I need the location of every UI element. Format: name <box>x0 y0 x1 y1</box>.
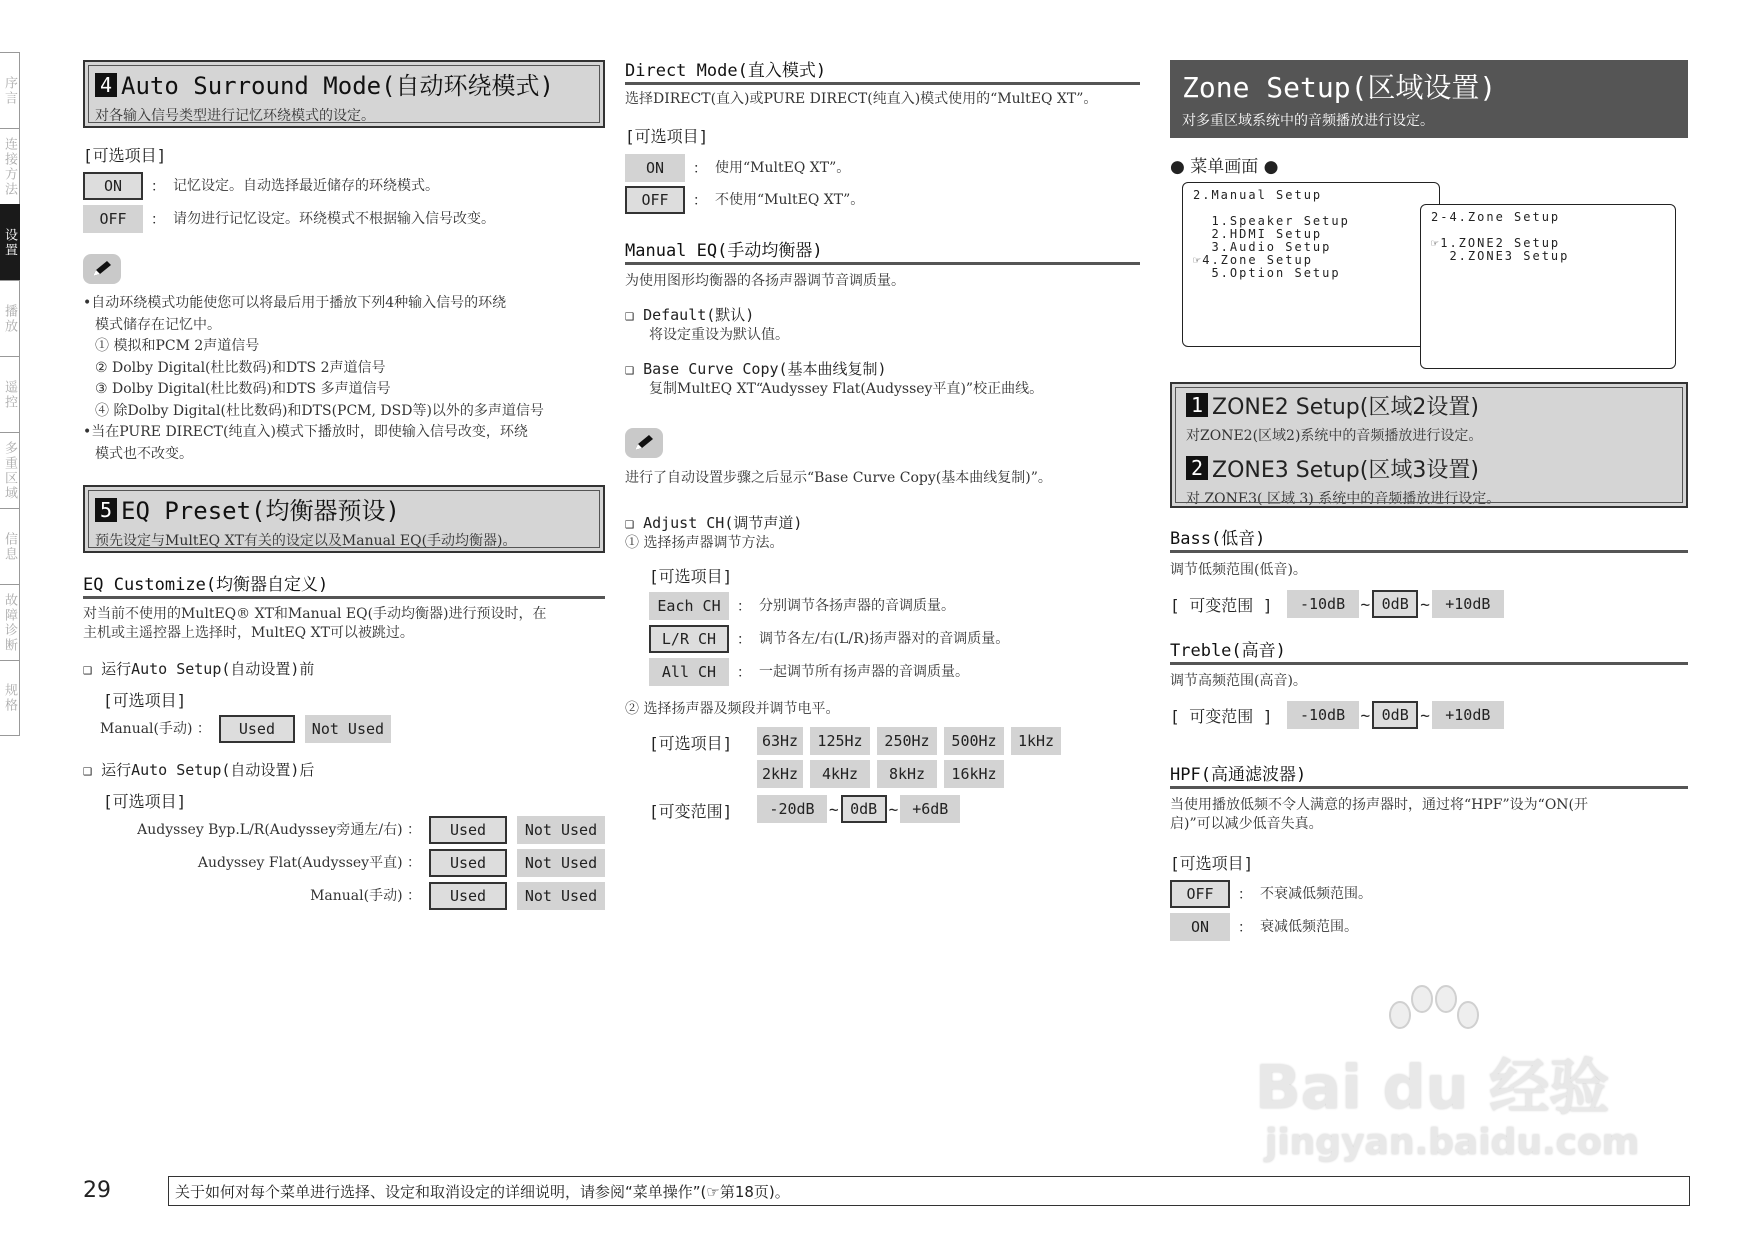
baidu-watermark: Bai du 经验 <box>1255 1053 1610 1123</box>
range-label: [可变范围] <box>649 802 733 821</box>
range-min: -10dB <box>1287 590 1359 618</box>
direct-mode-desc: 选择DIRECT(直入)或PURE DIRECT(纯直入)模式使用的“MultEQ XT”。 <box>625 91 1098 107</box>
each-ch-option[interactable]: Each CH <box>649 592 729 620</box>
option-row: OFF ： 请勿进行记忆设定。环绕模式不根据输入信号改变。 <box>83 205 495 233</box>
note-line: ② Dolby Digital(杜比数码)和DTS 2声道信号 <box>95 359 386 376</box>
section-subtitle: 对各输入信号类型进行记忆环绕模式的设定。 <box>95 108 375 124</box>
freq-row-2 <box>757 760 1004 788</box>
on-option[interactable]: ON <box>1170 913 1230 941</box>
byp-row <box>137 816 605 844</box>
page-number: 29 <box>83 1178 111 1203</box>
range-max: +6dB <box>900 795 960 823</box>
tab-remote[interactable]: 遥控 <box>0 356 20 432</box>
options-label: [可选项目] <box>1170 854 1254 873</box>
range-min: -20dB <box>757 795 827 823</box>
not-used-option[interactable]: Not Used <box>305 715 391 743</box>
freq-row-1 <box>757 727 1061 755</box>
freq-8khz[interactable]: 8kHz <box>877 760 937 788</box>
manual-after-row <box>310 882 605 910</box>
hpf-heading: HPF(高通滤波器) <box>1170 760 1688 789</box>
options-label: [可选项目] <box>649 567 733 586</box>
freq-2khz[interactable]: 2kHz <box>757 760 803 788</box>
base-curve-title: Base Curve Copy(基本曲线复制) <box>643 360 887 378</box>
adjust-ch-title: Adjust CH(调节声道) <box>643 514 803 532</box>
used-option[interactable]: Used <box>429 882 507 910</box>
zone2-subtitle: 对ZONE2(区域2)系统中的音频播放进行设定。 <box>1186 428 1483 444</box>
section-number: 5 <box>95 498 117 522</box>
tab-connections[interactable]: 连接方法 <box>0 128 20 204</box>
side-tabs <box>0 52 48 736</box>
tab-specs[interactable]: 规格 <box>0 660 20 736</box>
direct-mode-heading: Direct Mode(直入模式) <box>625 56 1140 85</box>
freq-250hz[interactable]: 250Hz <box>877 727 937 755</box>
options-label: [可选项目] <box>103 792 187 811</box>
tab-preface[interactable]: 序言 <box>0 52 20 128</box>
range-min: -10dB <box>1287 701 1359 729</box>
note-line: 模式也不改变。 <box>95 445 193 462</box>
options-label: [可选项目] <box>83 146 167 165</box>
paw-icon <box>1380 985 1490 1069</box>
range-default[interactable]: 0dB <box>841 795 887 823</box>
lr-ch-option[interactable]: L/R CH <box>649 625 729 653</box>
tilde: ~ <box>1360 705 1371 725</box>
desc-line: 启)”可以减少低音失真。 <box>1170 816 1323 832</box>
base-curve-note: 进行了自动设置步骤之后显示“Base Curve Copy(基本曲线复制)”。 <box>625 470 1052 486</box>
option-desc: 使用“MultEQ XT”。 <box>715 159 851 176</box>
manual-label: Manual(手动) ： <box>310 887 421 904</box>
section-title: Auto Surround Mode(自动环绕模式) <box>121 72 554 100</box>
note-line: •自动环绕模式功能使您可以将最后用于播放下列4种输入信号的环绕 <box>83 295 507 311</box>
used-option[interactable]: Used <box>429 816 507 844</box>
note-pencil-icon <box>83 254 121 284</box>
auto-surround-notes <box>83 293 613 465</box>
tab-setup[interactable]: 设置 <box>0 204 20 280</box>
desc-line: 主机或主遥控器上选择时，MultEQ XT可以被跳过。 <box>83 625 414 641</box>
after-auto-setup: ❑ 运行Auto Setup(自动设置)后 <box>83 761 315 779</box>
tilde: ~ <box>1420 705 1430 725</box>
used-option[interactable]: Used <box>429 849 507 877</box>
note-line: ④ 除Dolby Digital(杜比数码)和DTS(PCM, DSD等)以外的多声道信号 <box>95 402 544 419</box>
freq-16khz[interactable]: 16kHz <box>944 760 1004 788</box>
option-row: OFF ： 不衰减低频范围。 <box>1170 880 1372 908</box>
desc-line: 对当前不使用的MultEQ® XT和Manual EQ(手动均衡器)进行预设时，在 <box>83 606 547 622</box>
options-label: [可选项目] <box>649 734 733 753</box>
range-label: [ 可变范围 ] <box>1170 706 1273 726</box>
tilde: ~ <box>1420 594 1430 614</box>
before-label: 运行Auto Setup(自动设置)前 <box>101 660 315 678</box>
option-desc: 记忆设定。自动选择最近储存的环绕模式。 <box>173 177 439 194</box>
off-option[interactable]: OFF <box>625 186 685 214</box>
option-row: ON ： 记忆设定。自动选择最近储存的环绕模式。 <box>83 172 439 200</box>
tilde: ~ <box>888 799 899 819</box>
treble-desc: 调节高频范围(高音)。 <box>1170 673 1307 689</box>
watermark-url: jingyan.baidu.com <box>1265 1122 1640 1163</box>
menu-screen-label: ● 菜单画面 ● <box>1170 157 1279 177</box>
desc-line: 当使用播放低频不令人满意的扬声器时，通过将“HPF”设为“ON(开 <box>1170 797 1589 813</box>
range-default[interactable]: 0dB <box>1372 701 1418 729</box>
bass-range <box>1170 590 1504 618</box>
off-option[interactable]: OFF <box>1170 880 1230 908</box>
option-desc: 衰减低频范围。 <box>1260 918 1358 935</box>
zone3-subtitle: 对 ZONE3( 区域 3) 系统中的音频播放进行设定。 <box>1186 491 1501 507</box>
after-label: 运行Auto Setup(自动设置)后 <box>101 761 315 779</box>
option-desc: 一起调节所有扬声器的音调质量。 <box>759 663 969 680</box>
zone-subsections <box>1170 382 1688 508</box>
option-row: ON ： 衰减低频范围。 <box>1170 913 1358 941</box>
tab-multizone[interactable]: 多重区域 <box>0 432 20 508</box>
off-option[interactable]: OFF <box>83 205 143 233</box>
bass-desc: 调节低频范围(低音)。 <box>1170 562 1307 578</box>
range-max: +10dB <box>1432 590 1504 618</box>
base-curve-desc: 复制MultEQ XT“Audyssey Flat(Audyssey平直)”校正曲线。 <box>649 381 1044 397</box>
not-used-option[interactable]: Not Used <box>517 849 605 877</box>
tilde: ~ <box>829 799 839 819</box>
flat-label: Audyssey Flat(Audyssey平直) ： <box>197 854 421 871</box>
step-1: ① 选择扬声器调节方法。 <box>625 535 784 551</box>
manual-eq-desc: 为使用图形均衡器的各扬声器调节音调质量。 <box>625 273 905 289</box>
ch-option-row: All CH ： 一起调节所有扬声器的音调质量。 <box>649 658 969 686</box>
option-desc: 不使用“MultEQ XT”。 <box>715 191 865 208</box>
tab-info[interactable]: 信息 <box>0 508 20 584</box>
zone3-title: ZONE3 Setup(区域3设置) <box>1212 458 1479 483</box>
eq-customize-desc <box>83 605 613 643</box>
section-eq-preset <box>83 485 605 553</box>
default-desc: 将设定重设为默认值。 <box>649 327 789 343</box>
step-2: ② 选择扬声器及频段并调节电平。 <box>625 701 840 717</box>
base-curve-item: ❑ Base Curve Copy(基本曲线复制) <box>625 360 887 378</box>
option-desc: 分别调节各扬声器的音调质量。 <box>759 597 955 614</box>
note-line: ③ Dolby Digital(杜比数码)和DTS 多声道信号 <box>95 381 391 397</box>
range-default[interactable]: 0dB <box>1372 590 1418 618</box>
freq-1khz[interactable]: 1kHz <box>1011 727 1061 755</box>
tilde: ~ <box>1360 594 1371 614</box>
freq-125hz[interactable]: 125Hz <box>810 727 870 755</box>
zone2-title: ZONE2 Setup(区域2设置) <box>1212 395 1479 420</box>
hpf-desc <box>1170 796 1690 834</box>
freq-500hz[interactable]: 500Hz <box>944 727 1004 755</box>
ch-option-row: L/R CH ： 调节各左/右(L/R)扬声器对的音调质量。 <box>649 625 1009 653</box>
section-title: EQ Preset(均衡器预设) <box>121 497 400 525</box>
option-row: ON ： 使用“MultEQ XT”。 <box>625 154 850 182</box>
used-option[interactable]: Used <box>219 715 295 743</box>
zone-subtitle: 对多重区域系统中的音频播放进行设定。 <box>1182 113 1434 129</box>
not-used-option[interactable]: Not Used <box>517 816 605 844</box>
tab-playback[interactable]: 播放 <box>0 280 20 356</box>
option-desc: 不衰减低频范围。 <box>1260 885 1372 902</box>
tab-troubleshoot[interactable]: 故障诊断 <box>0 584 20 660</box>
eq-range <box>757 795 960 823</box>
treble-range <box>1170 701 1504 729</box>
adjust-ch-item: ❑ Adjust CH(调节声道) <box>625 514 803 532</box>
bass-heading: Bass(低音) <box>1170 524 1688 553</box>
all-ch-option[interactable]: All CH <box>649 658 729 686</box>
treble-heading: Treble(高音) <box>1170 636 1688 665</box>
range-max: +10dB <box>1432 701 1504 729</box>
option-row: OFF ： 不使用“MultEQ XT”。 <box>625 186 864 214</box>
eq-customize-heading: EQ Customize(均衡器自定义) <box>83 570 605 599</box>
section-auto-surround <box>83 60 605 128</box>
range-label: [ 可变范围 ] <box>1170 595 1273 615</box>
options-label: [可选项目] <box>625 127 709 146</box>
zone-setup-header <box>1170 60 1688 138</box>
note-line: 模式储存在记忆中。 <box>95 316 221 333</box>
byp-label: Audyssey Byp.L/R(Audyssey旁通左/右) ： <box>137 821 421 838</box>
zone-setup-screen: 2-4.Zone Setup ☞1.ZONE2 Setup 2.ZONE3 Setup <box>1420 204 1676 369</box>
default-title: Default(默认) <box>643 306 755 324</box>
note-line: ① 模拟和PCM 2声道信号 <box>95 338 260 354</box>
footer-note: 关于如何对每个菜单进行选择、设定和取消设定的详细说明，请参阅“菜单操作”(☞第18页)。 <box>168 1176 1690 1206</box>
freq-4khz[interactable]: 4kHz <box>810 760 870 788</box>
zone3-number: 2 <box>1186 456 1208 480</box>
manual-setup-screen: 2.Manual Setup 1.Speaker Setup 2.HDMI Setup 3.Audio Setup ☞4.Zone Setup 5.Option Setup <box>1182 182 1440 347</box>
note-line: •当在PURE DIRECT(纯直入)模式下播放时，即使输入信号改变，环绕 <box>83 424 528 440</box>
zone-title: Zone Setup(区域设置) <box>1182 71 1497 104</box>
section-subtitle: 预先设定与MultEQ XT有关的设定以及Manual EQ(手动均衡器)。 <box>95 533 517 549</box>
freq-63hz[interactable]: 63Hz <box>757 727 803 755</box>
options-label: [可选项目] <box>103 691 187 710</box>
manual-label: Manual(手动) ： <box>100 720 211 737</box>
default-item: ❑ Default(默认) <box>625 306 755 324</box>
on-option[interactable]: ON <box>83 172 143 200</box>
zone2-number: 1 <box>1186 393 1208 417</box>
on-option[interactable]: ON <box>625 154 685 182</box>
note-pencil-icon <box>625 428 663 458</box>
manual-row <box>100 715 391 743</box>
section-number: 4 <box>95 73 117 97</box>
ch-option-row: Each CH ： 分别调节各扬声器的音调质量。 <box>649 592 955 620</box>
flat-row <box>198 849 605 877</box>
before-auto-setup: ❑ 运行Auto Setup(自动设置)前 <box>83 660 315 678</box>
option-desc: 调节各左/右(L/R)扬声器对的音调质量。 <box>759 630 1010 647</box>
option-desc: 请勿进行记忆设定。环绕模式不根据输入信号改变。 <box>173 210 495 227</box>
not-used-option[interactable]: Not Used <box>517 882 605 910</box>
manual-eq-heading: Manual EQ(手动均衡器) <box>625 236 1140 265</box>
